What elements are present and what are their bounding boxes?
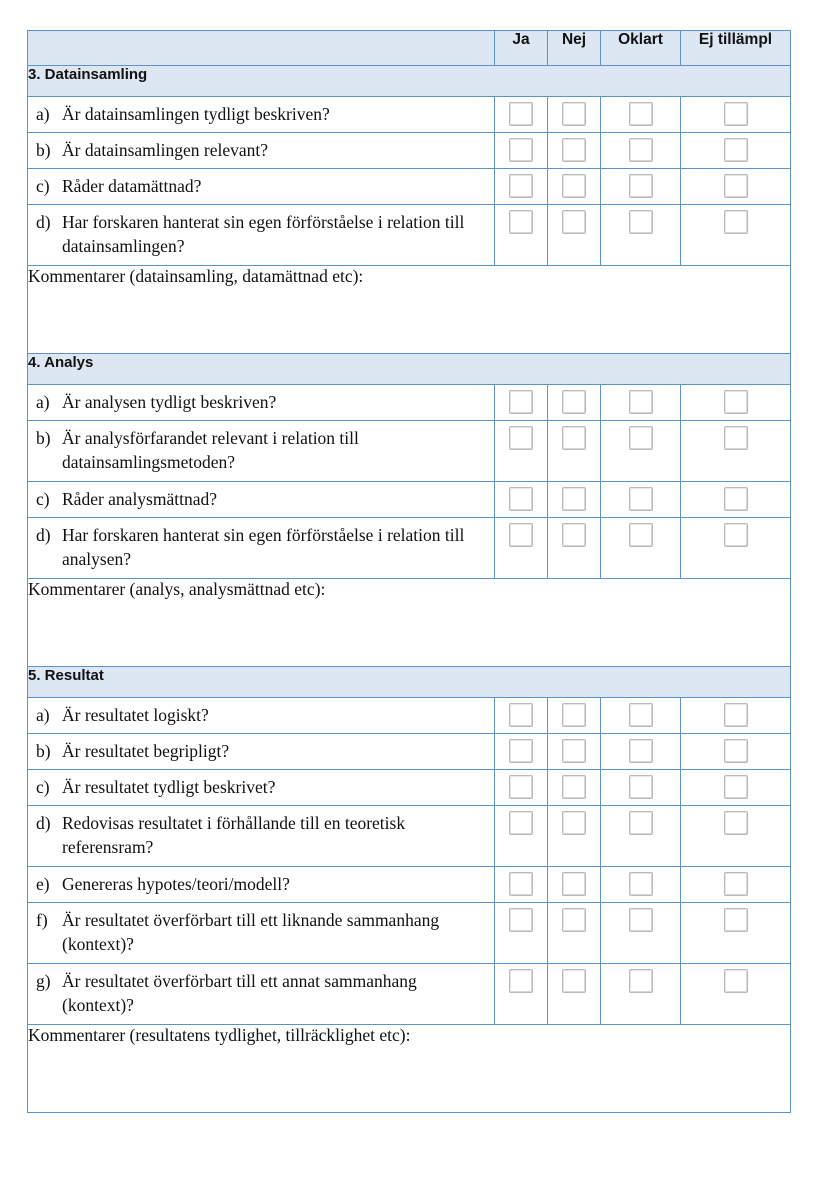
question-row bbox=[28, 734, 791, 770]
question-text: Har forskaren hanterat sin egen förförståelse i relation till datainsamlingen? bbox=[62, 212, 465, 256]
column-header-ja: Ja bbox=[495, 31, 548, 66]
checkbox-ja[interactable] bbox=[509, 775, 533, 799]
header-row bbox=[28, 31, 791, 66]
checkbox-ja[interactable] bbox=[509, 390, 533, 414]
comment-field[interactable] bbox=[28, 1025, 791, 1113]
section-title: 4. Analys bbox=[28, 354, 791, 385]
section-title: 5. Resultat bbox=[28, 667, 791, 698]
checkbox-nej[interactable] bbox=[562, 210, 586, 234]
answer-cell-ja bbox=[495, 806, 548, 867]
checkbox-nej[interactable] bbox=[562, 775, 586, 799]
question-row bbox=[28, 482, 791, 518]
question-letter: a) bbox=[36, 104, 50, 124]
answer-cell-oklart bbox=[601, 964, 681, 1025]
checkbox-ej-tillampl[interactable] bbox=[724, 872, 748, 896]
checkbox-ja[interactable] bbox=[509, 523, 533, 547]
checkbox-oklart[interactable] bbox=[629, 872, 653, 896]
column-header-oklart: Oklart bbox=[601, 31, 681, 66]
question-letter: b) bbox=[36, 428, 51, 448]
checkbox-oklart[interactable] bbox=[629, 210, 653, 234]
question-row bbox=[28, 385, 791, 421]
checkbox-nej[interactable] bbox=[562, 872, 586, 896]
checkbox-ja[interactable] bbox=[509, 703, 533, 727]
question-letter: g) bbox=[36, 971, 51, 991]
answer-cell-nej bbox=[548, 97, 601, 133]
answer-cell-oklart bbox=[601, 806, 681, 867]
checkbox-oklart[interactable] bbox=[629, 703, 653, 727]
checkbox-ja[interactable] bbox=[509, 969, 533, 993]
comment-label: Kommentarer (datainsamling, datamättnad etc): bbox=[28, 266, 364, 286]
checkbox-nej[interactable] bbox=[562, 523, 586, 547]
answer-cell-ej-tillampl bbox=[681, 770, 791, 806]
answer-cell-oklart bbox=[601, 734, 681, 770]
answer-cell-nej bbox=[548, 770, 601, 806]
checkbox-oklart[interactable] bbox=[629, 739, 653, 763]
checkbox-ej-tillampl[interactable] bbox=[724, 811, 748, 835]
comment-label: Kommentarer (analys, analysmättnad etc): bbox=[28, 579, 326, 599]
question-text: Är resultatet tydligt beskrivet? bbox=[62, 777, 276, 797]
answer-cell-nej bbox=[548, 421, 601, 482]
question-text: Är resultatet begripligt? bbox=[62, 741, 230, 761]
answer-cell-oklart bbox=[601, 518, 681, 579]
column-header-nej: Nej bbox=[548, 31, 601, 66]
checkbox-oklart[interactable] bbox=[629, 811, 653, 835]
question-letter: c) bbox=[36, 777, 50, 797]
question-cell bbox=[28, 698, 495, 734]
question-text: Är resultatet logiskt? bbox=[62, 705, 209, 725]
comment-row bbox=[28, 579, 791, 667]
answer-cell-oklart bbox=[601, 133, 681, 169]
answer-cell-oklart bbox=[601, 482, 681, 518]
question-cell bbox=[28, 133, 495, 169]
answer-cell-nej bbox=[548, 903, 601, 964]
question-row bbox=[28, 205, 791, 266]
answer-cell-ej-tillampl bbox=[681, 806, 791, 867]
question-text: Är datainsamlingen tydligt beskriven? bbox=[62, 104, 330, 124]
checkbox-nej[interactable] bbox=[562, 390, 586, 414]
question-letter: a) bbox=[36, 705, 50, 725]
checkbox-ej-tillampl[interactable] bbox=[724, 775, 748, 799]
checkbox-ej-tillampl[interactable] bbox=[724, 487, 748, 511]
question-cell bbox=[28, 770, 495, 806]
answer-cell-oklart bbox=[601, 698, 681, 734]
answer-cell-ej-tillampl bbox=[681, 698, 791, 734]
question-cell bbox=[28, 903, 495, 964]
comment-field[interactable] bbox=[28, 579, 791, 667]
checkbox-ja[interactable] bbox=[509, 102, 533, 126]
answer-cell-ej-tillampl bbox=[681, 205, 791, 266]
checkbox-ej-tillampl[interactable] bbox=[724, 102, 748, 126]
question-letter: d) bbox=[36, 525, 51, 545]
answer-cell-nej bbox=[548, 518, 601, 579]
question-cell bbox=[28, 169, 495, 205]
checkbox-oklart[interactable] bbox=[629, 138, 653, 162]
question-letter: e) bbox=[36, 874, 50, 894]
answer-cell-ja bbox=[495, 482, 548, 518]
checkbox-oklart[interactable] bbox=[629, 390, 653, 414]
answer-cell-ja bbox=[495, 770, 548, 806]
checkbox-oklart[interactable] bbox=[629, 426, 653, 450]
checkbox-ja[interactable] bbox=[509, 908, 533, 932]
question-cell bbox=[28, 518, 495, 579]
checkbox-nej[interactable] bbox=[562, 426, 586, 450]
answer-cell-ej-tillampl bbox=[681, 518, 791, 579]
checkbox-ja[interactable] bbox=[509, 872, 533, 896]
question-row bbox=[28, 903, 791, 964]
checkbox-nej[interactable] bbox=[562, 811, 586, 835]
answer-cell-ja bbox=[495, 964, 548, 1025]
question-row bbox=[28, 169, 791, 205]
answer-cell-ej-tillampl bbox=[681, 97, 791, 133]
checkbox-ja[interactable] bbox=[509, 739, 533, 763]
question-letter: c) bbox=[36, 489, 50, 509]
checkbox-ja[interactable] bbox=[509, 426, 533, 450]
question-letter: f) bbox=[36, 910, 48, 930]
answer-cell-ej-tillampl bbox=[681, 385, 791, 421]
question-cell bbox=[28, 867, 495, 903]
comment-field[interactable] bbox=[28, 266, 791, 354]
question-text: Är datainsamlingen relevant? bbox=[62, 140, 269, 160]
checklist-table bbox=[27, 30, 791, 1113]
checkbox-ej-tillampl[interactable] bbox=[724, 210, 748, 234]
checkbox-nej[interactable] bbox=[562, 487, 586, 511]
answer-cell-ja bbox=[495, 169, 548, 205]
checkbox-oklart[interactable] bbox=[629, 969, 653, 993]
answer-cell-nej bbox=[548, 205, 601, 266]
checkbox-oklart[interactable] bbox=[629, 908, 653, 932]
checkbox-ej-tillampl[interactable] bbox=[724, 174, 748, 198]
answer-cell-oklart bbox=[601, 97, 681, 133]
question-row bbox=[28, 964, 791, 1025]
question-text: Har forskaren hanterat sin egen förförståelse i relation till analysen? bbox=[62, 525, 465, 569]
comment-row bbox=[28, 1025, 791, 1113]
question-text: Är analysförfarandet relevant i relation till datainsamlingsmetoden? bbox=[62, 428, 359, 472]
checkbox-nej[interactable] bbox=[562, 138, 586, 162]
question-letter: c) bbox=[36, 176, 50, 196]
question-cell bbox=[28, 806, 495, 867]
question-text: Genereras hypotes/teori/modell? bbox=[62, 874, 290, 894]
section-header bbox=[28, 667, 791, 698]
question-text: Är resultatet överförbart till ett liknande sammanhang (kontext)? bbox=[62, 910, 440, 954]
question-letter: b) bbox=[36, 741, 51, 761]
question-cell bbox=[28, 482, 495, 518]
comment-label: Kommentarer (resultatens tydlighet, tillräcklighet etc): bbox=[28, 1025, 411, 1045]
answer-cell-ej-tillampl bbox=[681, 964, 791, 1025]
checkbox-nej[interactable] bbox=[562, 739, 586, 763]
answer-cell-ej-tillampl bbox=[681, 421, 791, 482]
question-text: Råder analysmättnad? bbox=[62, 489, 218, 509]
comment-row bbox=[28, 266, 791, 354]
question-row bbox=[28, 698, 791, 734]
answer-cell-oklart bbox=[601, 770, 681, 806]
question-row bbox=[28, 518, 791, 579]
checkbox-nej[interactable] bbox=[562, 703, 586, 727]
answer-cell-nej bbox=[548, 806, 601, 867]
header-blank bbox=[28, 31, 495, 66]
checkbox-ej-tillampl[interactable] bbox=[724, 390, 748, 414]
question-text: Är resultatet överförbart till ett annat sammanhang (kontext)? bbox=[62, 971, 417, 1015]
answer-cell-ej-tillampl bbox=[681, 734, 791, 770]
checkbox-oklart[interactable] bbox=[629, 174, 653, 198]
question-letter: d) bbox=[36, 212, 51, 232]
answer-cell-ej-tillampl bbox=[681, 903, 791, 964]
question-row bbox=[28, 421, 791, 482]
checkbox-nej[interactable] bbox=[562, 102, 586, 126]
question-row bbox=[28, 806, 791, 867]
answer-cell-oklart bbox=[601, 903, 681, 964]
section-header bbox=[28, 66, 791, 97]
question-cell bbox=[28, 97, 495, 133]
answer-cell-nej bbox=[548, 867, 601, 903]
answer-cell-oklart bbox=[601, 421, 681, 482]
answer-cell-oklart bbox=[601, 169, 681, 205]
answer-cell-ej-tillampl bbox=[681, 482, 791, 518]
checkbox-oklart[interactable] bbox=[629, 102, 653, 126]
answer-cell-ja bbox=[495, 133, 548, 169]
answer-cell-ja bbox=[495, 698, 548, 734]
question-text: Är analysen tydligt beskriven? bbox=[62, 392, 277, 412]
question-letter: d) bbox=[36, 813, 51, 833]
answer-cell-ja bbox=[495, 385, 548, 421]
checkbox-oklart[interactable] bbox=[629, 487, 653, 511]
section-header bbox=[28, 354, 791, 385]
answer-cell-ej-tillampl bbox=[681, 867, 791, 903]
answer-cell-nej bbox=[548, 698, 601, 734]
answer-cell-nej bbox=[548, 482, 601, 518]
answer-cell-oklart bbox=[601, 385, 681, 421]
question-letter: b) bbox=[36, 140, 51, 160]
answer-cell-ja bbox=[495, 518, 548, 579]
checkbox-oklart[interactable] bbox=[629, 523, 653, 547]
checkbox-ej-tillampl[interactable] bbox=[724, 523, 748, 547]
checkbox-nej[interactable] bbox=[562, 908, 586, 932]
question-letter: a) bbox=[36, 392, 50, 412]
checkbox-ja[interactable] bbox=[509, 811, 533, 835]
question-row bbox=[28, 97, 791, 133]
answer-cell-ja bbox=[495, 421, 548, 482]
checkbox-nej[interactable] bbox=[562, 174, 586, 198]
question-cell bbox=[28, 385, 495, 421]
question-cell bbox=[28, 205, 495, 266]
question-text: Redovisas resultatet i förhållande till en teoretisk referensram? bbox=[62, 813, 406, 857]
answer-cell-ej-tillampl bbox=[681, 169, 791, 205]
checkbox-ej-tillampl[interactable] bbox=[724, 703, 748, 727]
checkbox-nej[interactable] bbox=[562, 969, 586, 993]
checkbox-ej-tillampl[interactable] bbox=[724, 739, 748, 763]
answer-cell-ja bbox=[495, 867, 548, 903]
checkbox-ja[interactable] bbox=[509, 174, 533, 198]
answer-cell-ja bbox=[495, 205, 548, 266]
answer-cell-ja bbox=[495, 97, 548, 133]
checkbox-ej-tillampl[interactable] bbox=[724, 908, 748, 932]
answer-cell-nej bbox=[548, 385, 601, 421]
answer-cell-ja bbox=[495, 903, 548, 964]
question-cell bbox=[28, 964, 495, 1025]
question-row bbox=[28, 867, 791, 903]
checkbox-ej-tillampl[interactable] bbox=[724, 969, 748, 993]
checkbox-ja[interactable] bbox=[509, 138, 533, 162]
answer-cell-ja bbox=[495, 734, 548, 770]
checkbox-oklart[interactable] bbox=[629, 775, 653, 799]
section-title: 3. Datainsamling bbox=[28, 66, 791, 97]
question-row bbox=[28, 133, 791, 169]
checkbox-ej-tillampl[interactable] bbox=[724, 426, 748, 450]
answer-cell-oklart bbox=[601, 867, 681, 903]
question-row bbox=[28, 770, 791, 806]
question-text: Råder datamättnad? bbox=[62, 176, 202, 196]
answer-cell-nej bbox=[548, 133, 601, 169]
column-header-ej-tillampl: Ej tillämpl bbox=[681, 31, 791, 66]
answer-cell-nej bbox=[548, 734, 601, 770]
question-cell bbox=[28, 421, 495, 482]
checkbox-ej-tillampl[interactable] bbox=[724, 138, 748, 162]
answer-cell-ej-tillampl bbox=[681, 133, 791, 169]
checkbox-ja[interactable] bbox=[509, 210, 533, 234]
answer-cell-nej bbox=[548, 169, 601, 205]
checkbox-ja[interactable] bbox=[509, 487, 533, 511]
answer-cell-nej bbox=[548, 964, 601, 1025]
question-cell bbox=[28, 734, 495, 770]
answer-cell-oklart bbox=[601, 205, 681, 266]
